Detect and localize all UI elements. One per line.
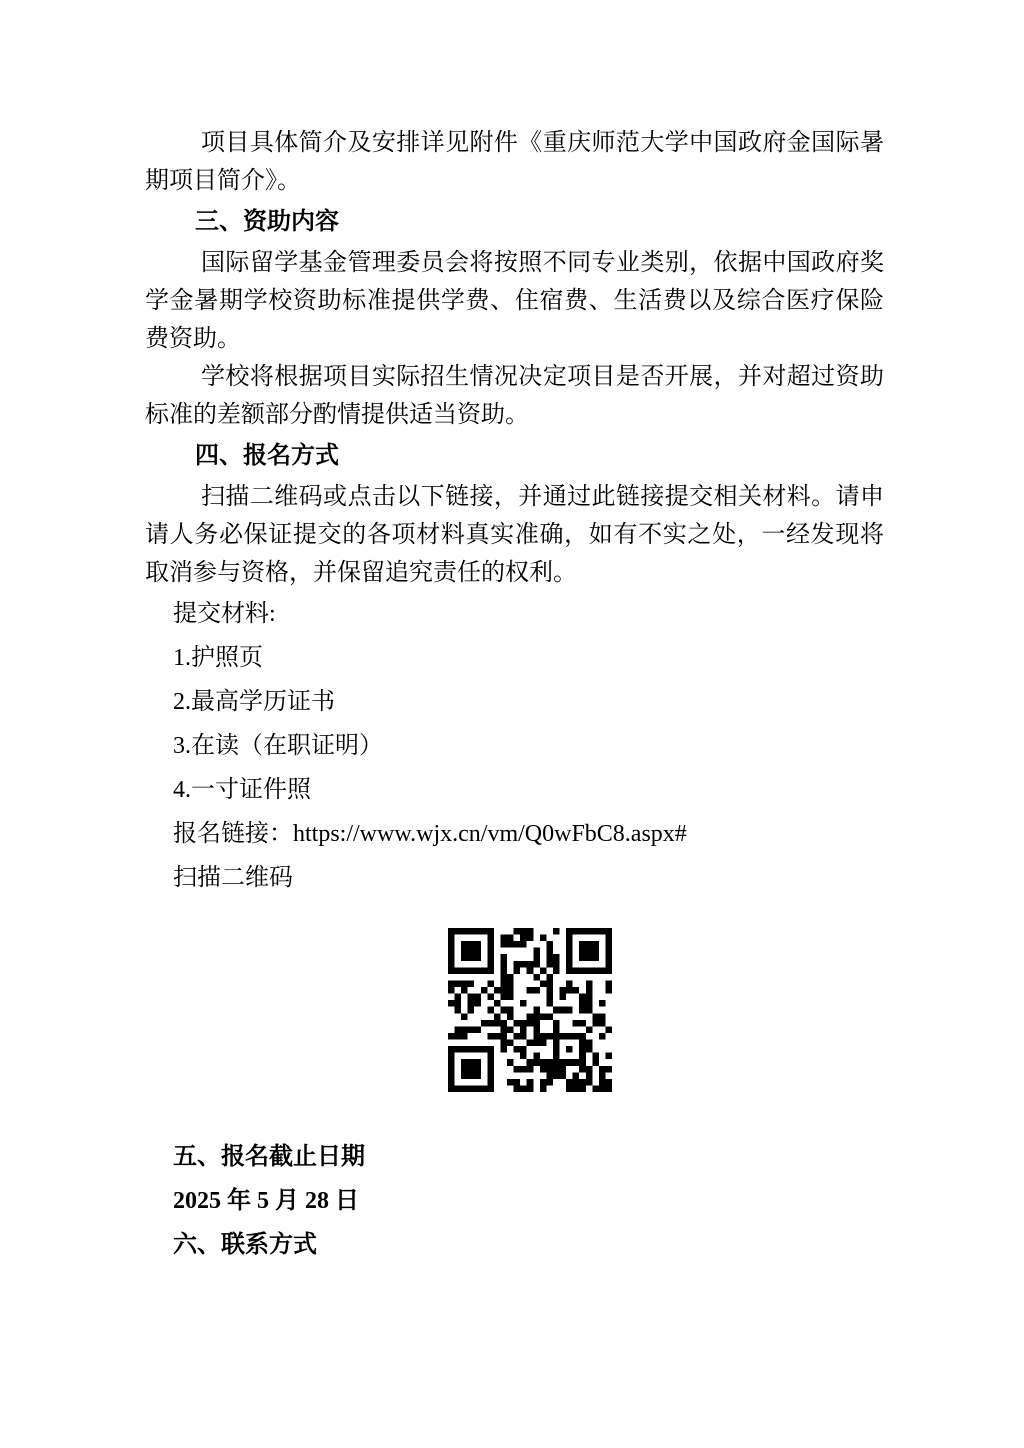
materials-label: 提交材料: <box>173 601 276 627</box>
scan-qr-label: 扫描二维码 <box>173 865 293 891</box>
material-item-enrollment: 3.在读（在职证明） <box>173 733 383 759</box>
section-heading-contact: 六、联系方式 <box>173 1232 317 1258</box>
section-heading-deadline: 五、报名截止日期 <box>173 1144 365 1170</box>
qr-code <box>145 928 884 1092</box>
registration-link-label: 报名链接： <box>173 821 293 847</box>
deadline-date: 2025 年 5 月 28 日 <box>173 1188 359 1214</box>
paragraph-funding-2: 学校将根据项目实际招生情况决定项目是否开展，并对超过资助标准的差额部分酌情提供适当资助。 <box>145 364 884 428</box>
material-item-photo: 4.一寸证件照 <box>173 777 311 803</box>
section-heading-apply: 四、报名方式 <box>195 443 339 469</box>
qr-code-image <box>448 928 612 1092</box>
material-item-passport: 1.护照页 <box>173 645 263 671</box>
section-heading-funding: 三、资助内容 <box>195 209 339 235</box>
registration-link-line <box>145 812 884 856</box>
registration-link[interactable]: https://www.wjx.cn/vm/Q0wFbC8.aspx# <box>293 821 687 847</box>
paragraph-funding-1: 国际留学基金管理委员会将按照不同专业类别，依据中国政府奖学金暑期学校资助标准提供学费、住宿费、生活费以及综合医疗保险费资助。 <box>145 250 884 352</box>
material-item-diploma: 2.最高学历证书 <box>173 689 335 715</box>
paragraph-intro: 项目具体简介及安排详见附件《重庆师范大学中国政府金国际暑期项目简介》。 <box>145 130 884 194</box>
paragraph-apply: 扫描二维码或点击以下链接，并通过此链接提交相关材料。请申请人务必保证提交的各项材料真实准确，如有不实之处，一经发现将取消参与资格，并保留追究责任的权利。 <box>145 484 884 586</box>
